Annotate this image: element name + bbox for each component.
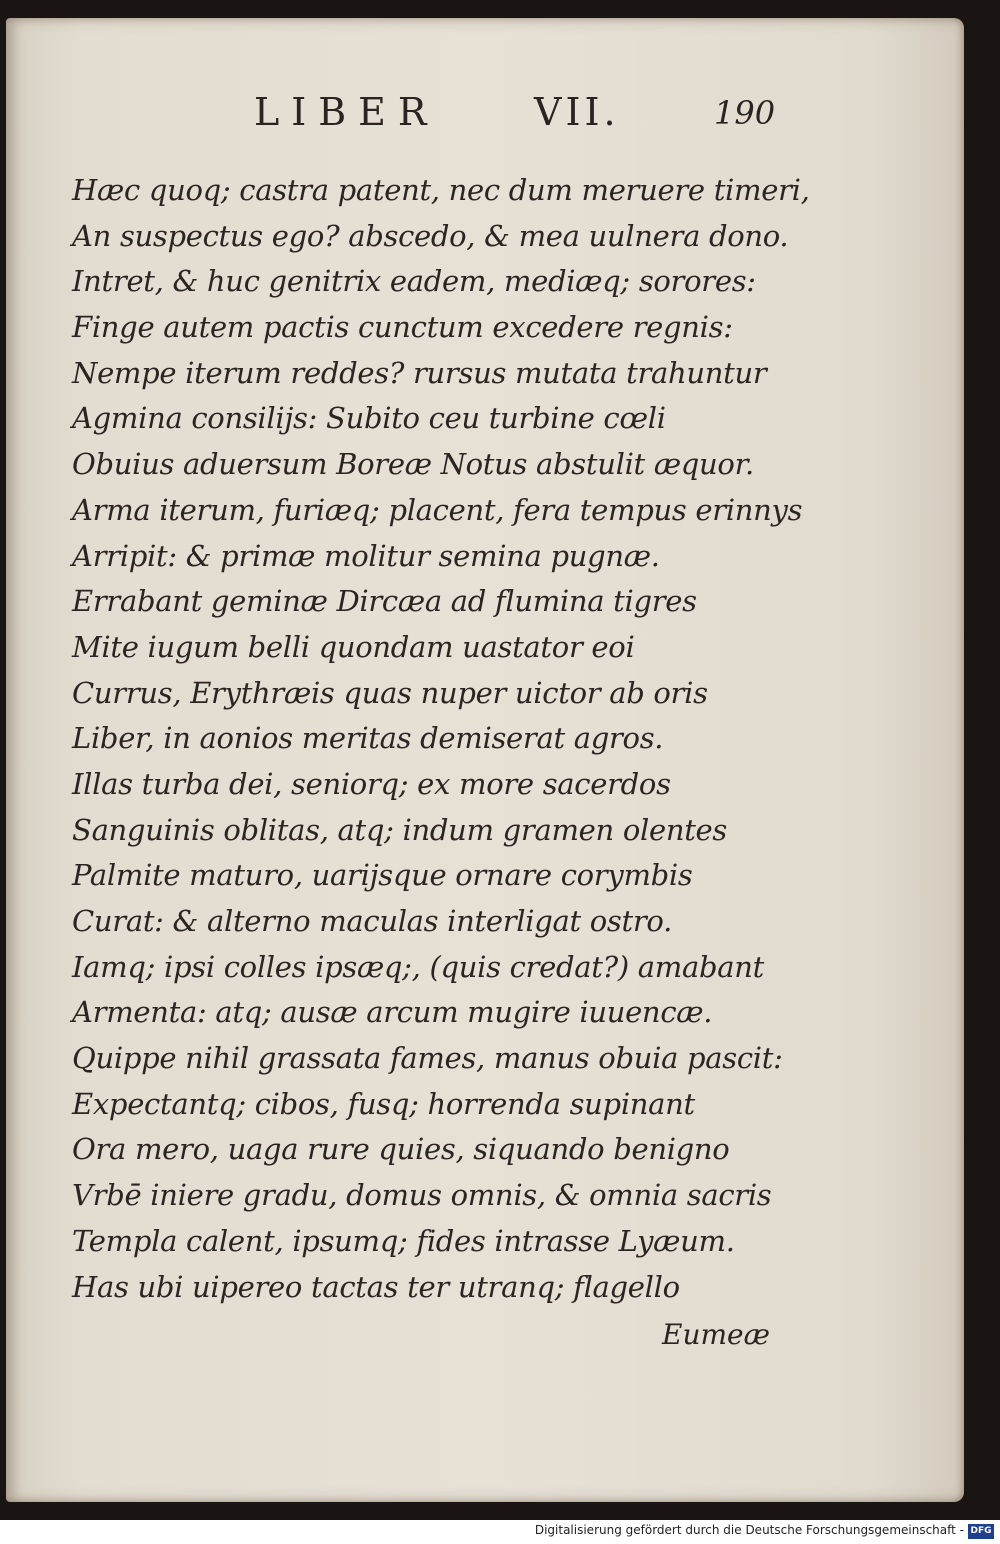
- verse-line: Agmina consilijs: Subito ceu turbine cœli: [72, 401, 666, 436]
- verse-block: [72, 168, 810, 1310]
- digitization-credit: Digitalisierung gefördert durch die Deutsche Forschungsgemeinschaft -: [534, 1523, 964, 1537]
- verse-line: Armenta: atq; ausæ arcum mugire iuuencæ.: [72, 995, 713, 1030]
- verse-line: Currus, Erythræis quas nuper uictor ab oris: [72, 675, 708, 710]
- verse-line: Quippe nihil grassata fames, manus obuia pascit:: [72, 1041, 783, 1076]
- verse-line: Palmite maturo, uarijsque ornare corymbis: [72, 858, 693, 893]
- verse-line: Mite iugum belli quondam uastator eoi: [72, 629, 635, 664]
- verse-line: Hæc quoq; castra patent, nec dum meruere timeri,: [72, 173, 810, 207]
- verse-line: Obuius aduersum Boreæ Notus abstulit æquor.: [72, 447, 754, 482]
- verse-line: Has ubi uipereo tactas ter utranq; flagello: [72, 1269, 680, 1304]
- dfg-logo-icon: DFG: [968, 1524, 994, 1539]
- verse-line: Intret, & huc genitrix eadem, mediæq; sorores:: [72, 264, 756, 299]
- verse-line: Errabant geminæ Dircæa ad flumina tigres: [72, 584, 697, 619]
- verse-line: Expectantq; cibos, fusq; horrenda supinant: [72, 1086, 695, 1121]
- running-head-number: VII.: [534, 90, 620, 134]
- running-head: [6, 90, 964, 140]
- verse-line: Finge autem pactis cunctum excedere regnis:: [72, 310, 733, 345]
- verse-line: Templa calent, ipsumq; fides intrasse Lyæum.: [72, 1223, 735, 1258]
- running-head-book: LIBER: [254, 90, 439, 134]
- catchword: Eumeæ: [662, 1318, 770, 1351]
- verse-line: Vrbē iniere gradu, domus omnis, & omnia sacris: [72, 1178, 772, 1213]
- book-page: [6, 18, 964, 1502]
- verse-line: Illas turba dei, seniorq; ex more sacerdos: [72, 766, 671, 801]
- verse-line: Ora mero, uaga rure quies, siquando benigno: [72, 1132, 730, 1167]
- folio-number: 190: [714, 94, 776, 132]
- verse-line: Sanguinis oblitas, atq; indum gramen olentes: [72, 812, 727, 847]
- verse-line: Arripit: & primæ molitur semina pugnæ.: [72, 538, 660, 573]
- verse-line: Curat: & alterno maculas interligat ostro.: [72, 904, 672, 938]
- verse-line: Nempe iterum reddes? rursus mutata trahuntur: [72, 355, 767, 390]
- verse-line: An suspectus ego? abscedo, & mea uulnera dono.: [72, 218, 789, 253]
- footer-bar: [0, 1520, 1000, 1544]
- verse-line: Iamq; ipsi colles ipsæq;, (quis credat?) amabant: [72, 949, 764, 984]
- verse-line: Liber, in aonios meritas demiserat agros.: [72, 721, 664, 756]
- verse-line: Arma iterum, furiæq; placent, fera tempus erinnys: [72, 492, 803, 527]
